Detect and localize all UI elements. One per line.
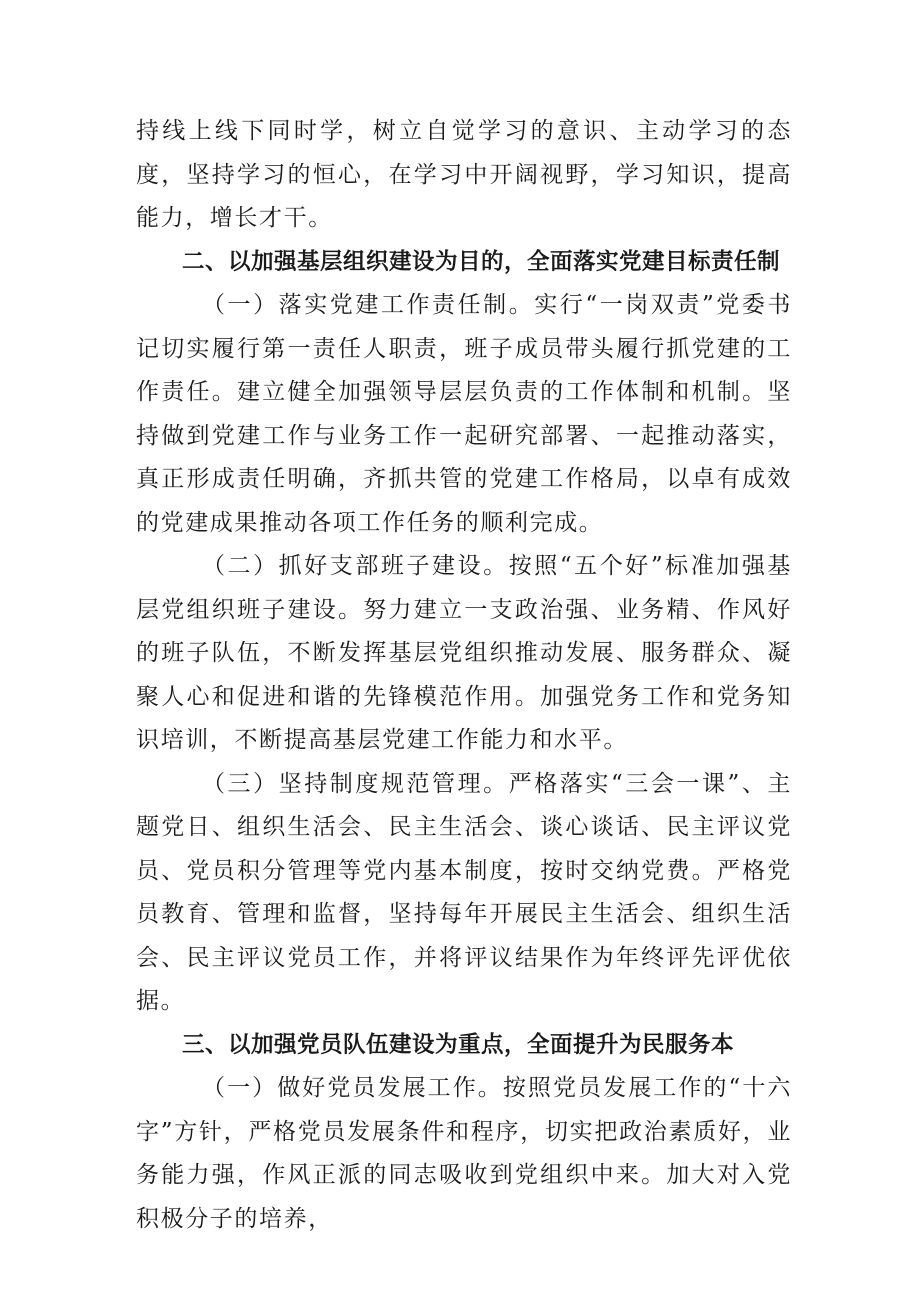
continuation-paragraph: 持线上线下同时学，树立自觉学习的意识、主动学习的态度，坚持学习的恒心，在学习中开阔视野，学习知识，提高能力，增长才干。: [136, 118, 792, 231]
document-body: [136, 110, 792, 1241]
section-3-paragraph-1: （一）做好党员发展工作。按照党员发展工作的“十六字”方针，严格党员发展条件和程序，切实把政治素质好，业务能力强，作风正派的同志吸收到党组织中来。加大对入党积极分子的培养，: [136, 1075, 792, 1232]
section-2-paragraph-2: （二）抓好支部班子建设。按照“五个好”标准加强基层党组织班子建设。努力建立一支政治强、业务精、作风好的班子队伍，不断发挥基层党组织推动发展、服务群众、凝聚人心和促进和谐的先锋模范作用。加强党务工作和党务知识培训，不断提高基层党建工作能力和水平。: [136, 553, 792, 753]
section-2-paragraph-1: （一）落实党建工作责任制。实行“一岗双责”党委书记切实履行第一责任人职责，班子成员带头履行抓党建的工作责任。建立健全加强领导层层负责的工作体制和机制。坚持做到党建工作与业务工作一起研究部署、一起推动落实，真正形成责任明确，齐抓共管的党建工作格局，以卓有成效的党建成果推动各项工作任务的顺利完成。: [136, 292, 792, 536]
section-2-paragraph-3: （三）坚持制度规范管理。严格落实“三会一课”、主题党日、组织生活会、民主生活会、谈心谈话、民主评议党员、党员积分管理等党内基本制度，按时交纳党费。严格党员教育、管理和监督，坚持每年开展民主生活会、组织生活会、民主评议党员工作，并将评议结果作为年终评先评优依据。: [136, 770, 792, 1014]
section-2-heading: 二、以加强基层组织建设为目的，全面落实党建目标责任制: [182, 248, 781, 275]
section-3-heading: 三、以加强党员队伍建设为重点，全面提升为民服务本: [182, 1031, 735, 1058]
